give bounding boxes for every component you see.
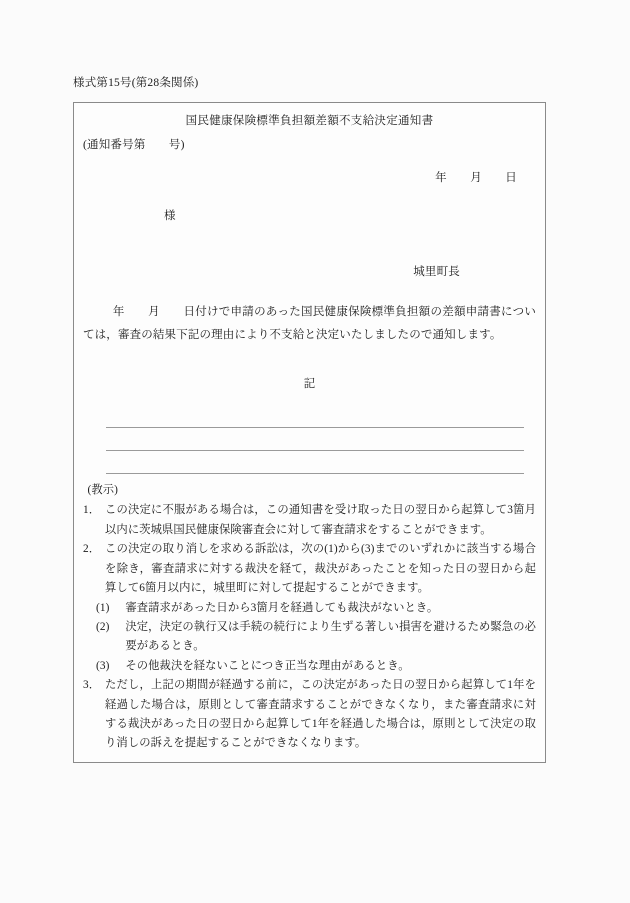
- document-title: 国民健康保険標準負担額差額不支給決定通知書: [185, 115, 434, 127]
- instruction-text: ただし，上記の期間が経過する前に，この決定があった日の翌日から起算して1年を経過した場合は，原則として審査請求することができなくなり，また審査請求に対する裁決があった日の翌日から起算して1年を経過した場合は，原則として決定の取り消しの訴えを提起することができなくなります。: [105, 679, 536, 750]
- issuer-name: 城里町長: [413, 266, 460, 278]
- notification-form-box: [73, 102, 546, 763]
- sub-item-marker: (3): [95, 659, 110, 672]
- instruction-sub-item-2: [83, 618, 536, 657]
- issue-date-field: 年 月 日: [435, 172, 517, 184]
- sub-item-text: 決定，決定の執行又は手続の続行により生ずる著しい損害を避けるため緊急の必要があるとき。: [125, 620, 536, 653]
- form-number: 様式第15号(第28条関係): [73, 77, 199, 89]
- instructions-section: [83, 481, 536, 754]
- instruction-sub-item-3: [83, 657, 536, 676]
- instruction-marker: 1．: [83, 504, 101, 517]
- instruction-sub-item-1: [83, 599, 536, 618]
- instruction-marker: 2．: [83, 543, 101, 556]
- reason-line[interactable]: [106, 428, 524, 451]
- reason-line[interactable]: [106, 451, 524, 474]
- instruction-item-1: [83, 501, 536, 540]
- instruction-text: この決定に不服がある場合は，この通知書を受け取った日の翌日から起算して3箇月以内に茨城県国民健康保険審査会に対して審査請求をすることができます。: [105, 504, 536, 536]
- instruction-marker: 3．: [83, 679, 101, 692]
- instruction-item-3: [83, 676, 536, 754]
- instructions-label: (教示): [87, 484, 119, 496]
- reason-blank-lines: [106, 405, 524, 474]
- sub-item-text: その他裁決を経ないことにつき正当な理由があるとき。: [125, 659, 410, 672]
- notice-number-field: (通知番号第 号): [83, 139, 185, 151]
- instruction-sub-list: [83, 599, 536, 677]
- reason-line[interactable]: [106, 405, 524, 428]
- recipient-name-field: 様: [164, 210, 176, 222]
- sub-item-marker: (2): [95, 620, 110, 633]
- instruction-item-2: [83, 540, 536, 598]
- sub-item-marker: (1): [95, 601, 110, 614]
- body-paragraph: 年 月 日付けで申請のあった国民健康保険標準負担額の差額申請書については，審査の結果下記の理由により不支給と決定いたしましたので通知します。: [83, 306, 536, 341]
- sub-item-text: 審査請求があった日から3箇月を経過しても裁決がないとき。: [125, 601, 439, 614]
- form-inner: [74, 103, 545, 762]
- ki-marker: 記: [303, 378, 316, 390]
- instruction-text: この決定の取り消しを求める訴訟は，次の(1)から(3)までのいずれかに該当する場合を除き，審査請求に対する裁決を経て，裁決があったことを知った日の翌日から起算して6箇月以内に，城里町に対して提起することができます。: [105, 543, 536, 595]
